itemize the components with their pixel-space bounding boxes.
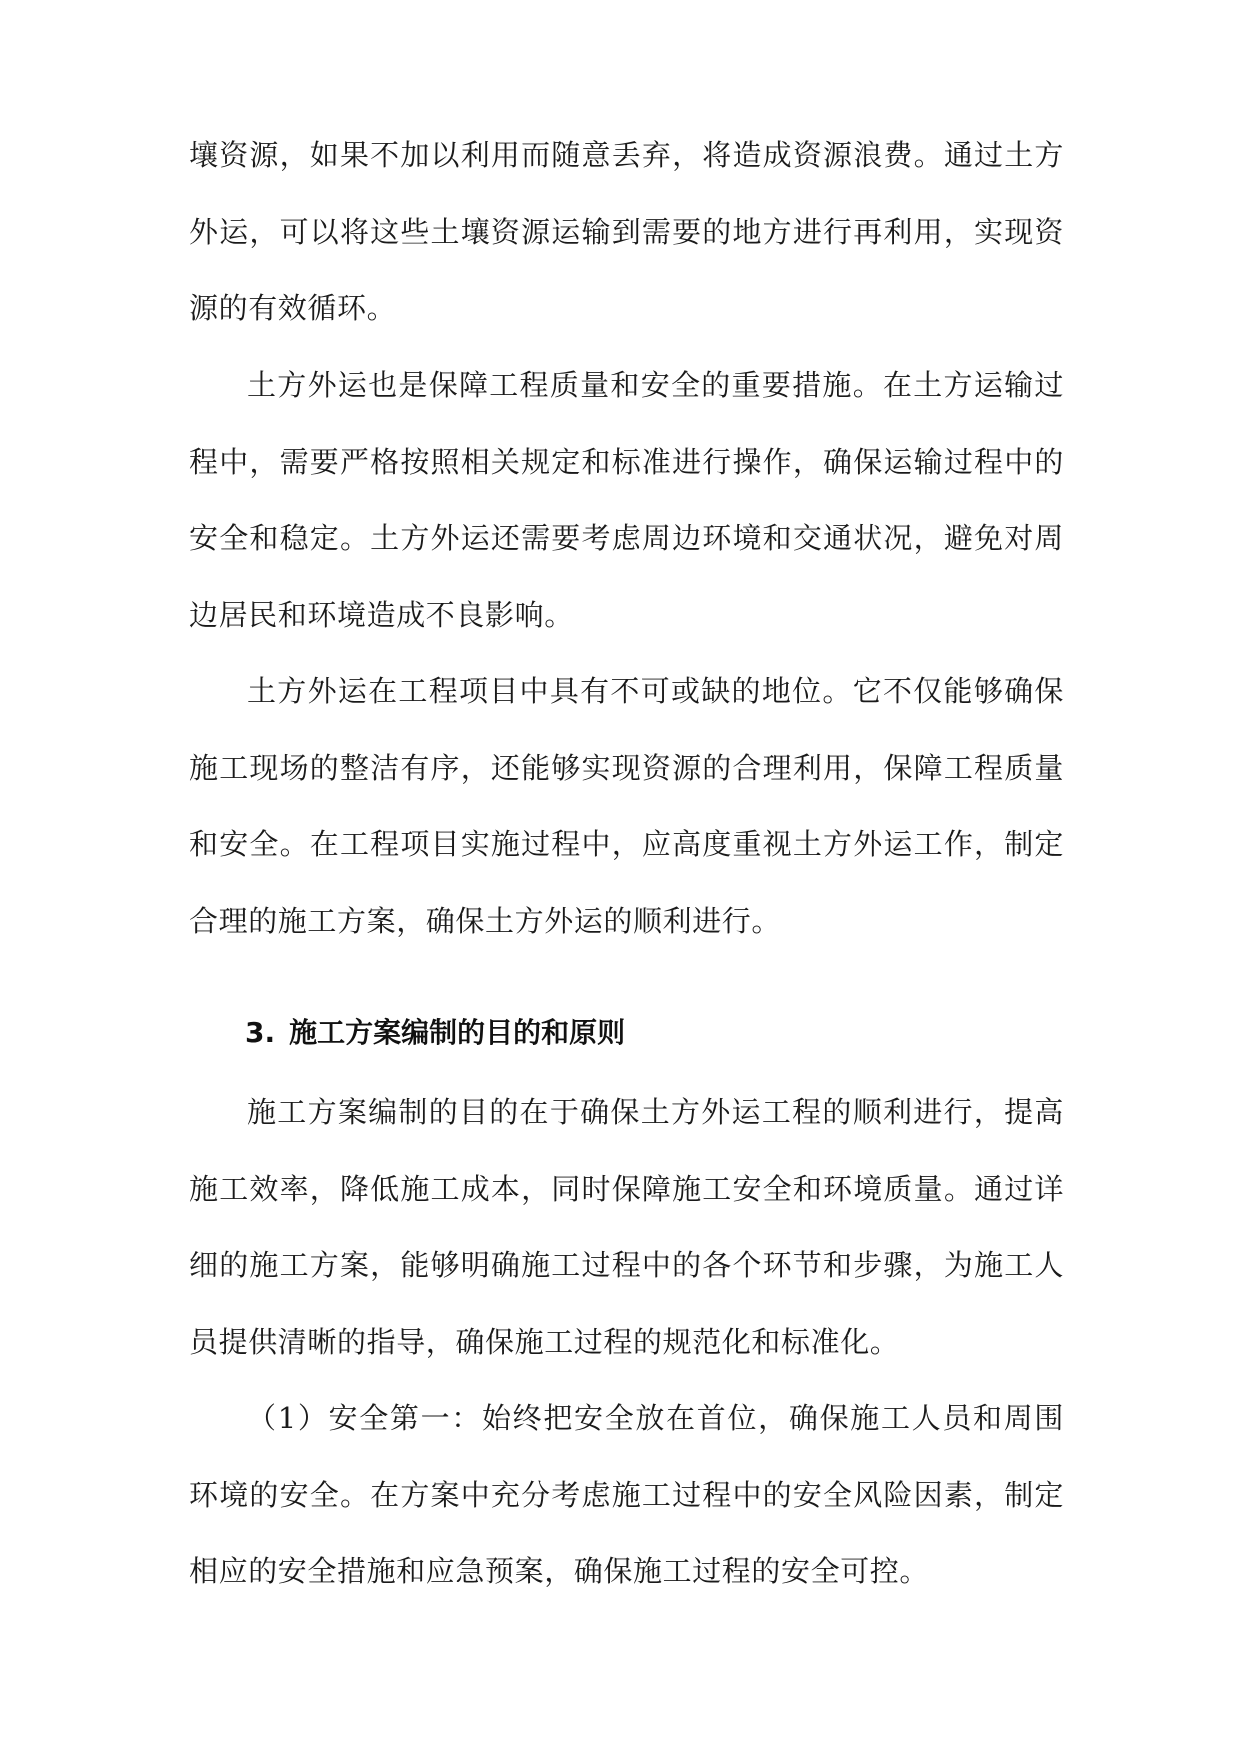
section-heading: [245, 1003, 625, 1063]
section-number: 3.: [245, 1016, 276, 1049]
paragraph-quality-safety: 土方外运也是保障工程质量和安全的重要措施。在土方运输过程中，需要严格按照相关规定和标准进行操作，确保运输过程中的安全和稳定。土方外运还需要考虑周边环境和交通状况，避免对周边居民和环境造成不良影响。: [189, 368, 1064, 632]
paragraph-resource-reuse: 壤资源，如果不加以利用而随意丢弃，将造成资源浪费。通过土方外运，可以将这些土壤资源运输到需要的地方进行再利用，实现资源的有效循环。: [189, 138, 1064, 325]
paragraph-purpose: 施工方案编制的目的在于确保土方外运工程的顺利进行，提高施工效率，降低施工成本，同时保障施工安全和环境质量。通过详细的施工方案，能够明确施工过程中的各个环节和步骤，为施工人员提供清晰的指导，确保施工过程的规范化和标准化。: [189, 1095, 1064, 1359]
paragraph-principle-safety: （1）安全第一：始终把安全放在首位，确保施工人员和周围环境的安全。在方案中充分考虑施工过程中的安全风险因素，制定相应的安全措施和应急预案，确保施工过程的安全可控。: [189, 1401, 1064, 1588]
paragraph-importance: 土方外运在工程项目中具有不可或缺的地位。它不仅能够确保施工现场的整洁有序，还能够实现资源的合理利用，保障工程质量和安全。在工程项目实施过程中，应高度重视土方外运工作，制定合理的施工方案，确保土方外运的顺利进行。: [189, 674, 1064, 938]
section-title: 施工方案编制的目的和原则: [289, 1016, 626, 1049]
